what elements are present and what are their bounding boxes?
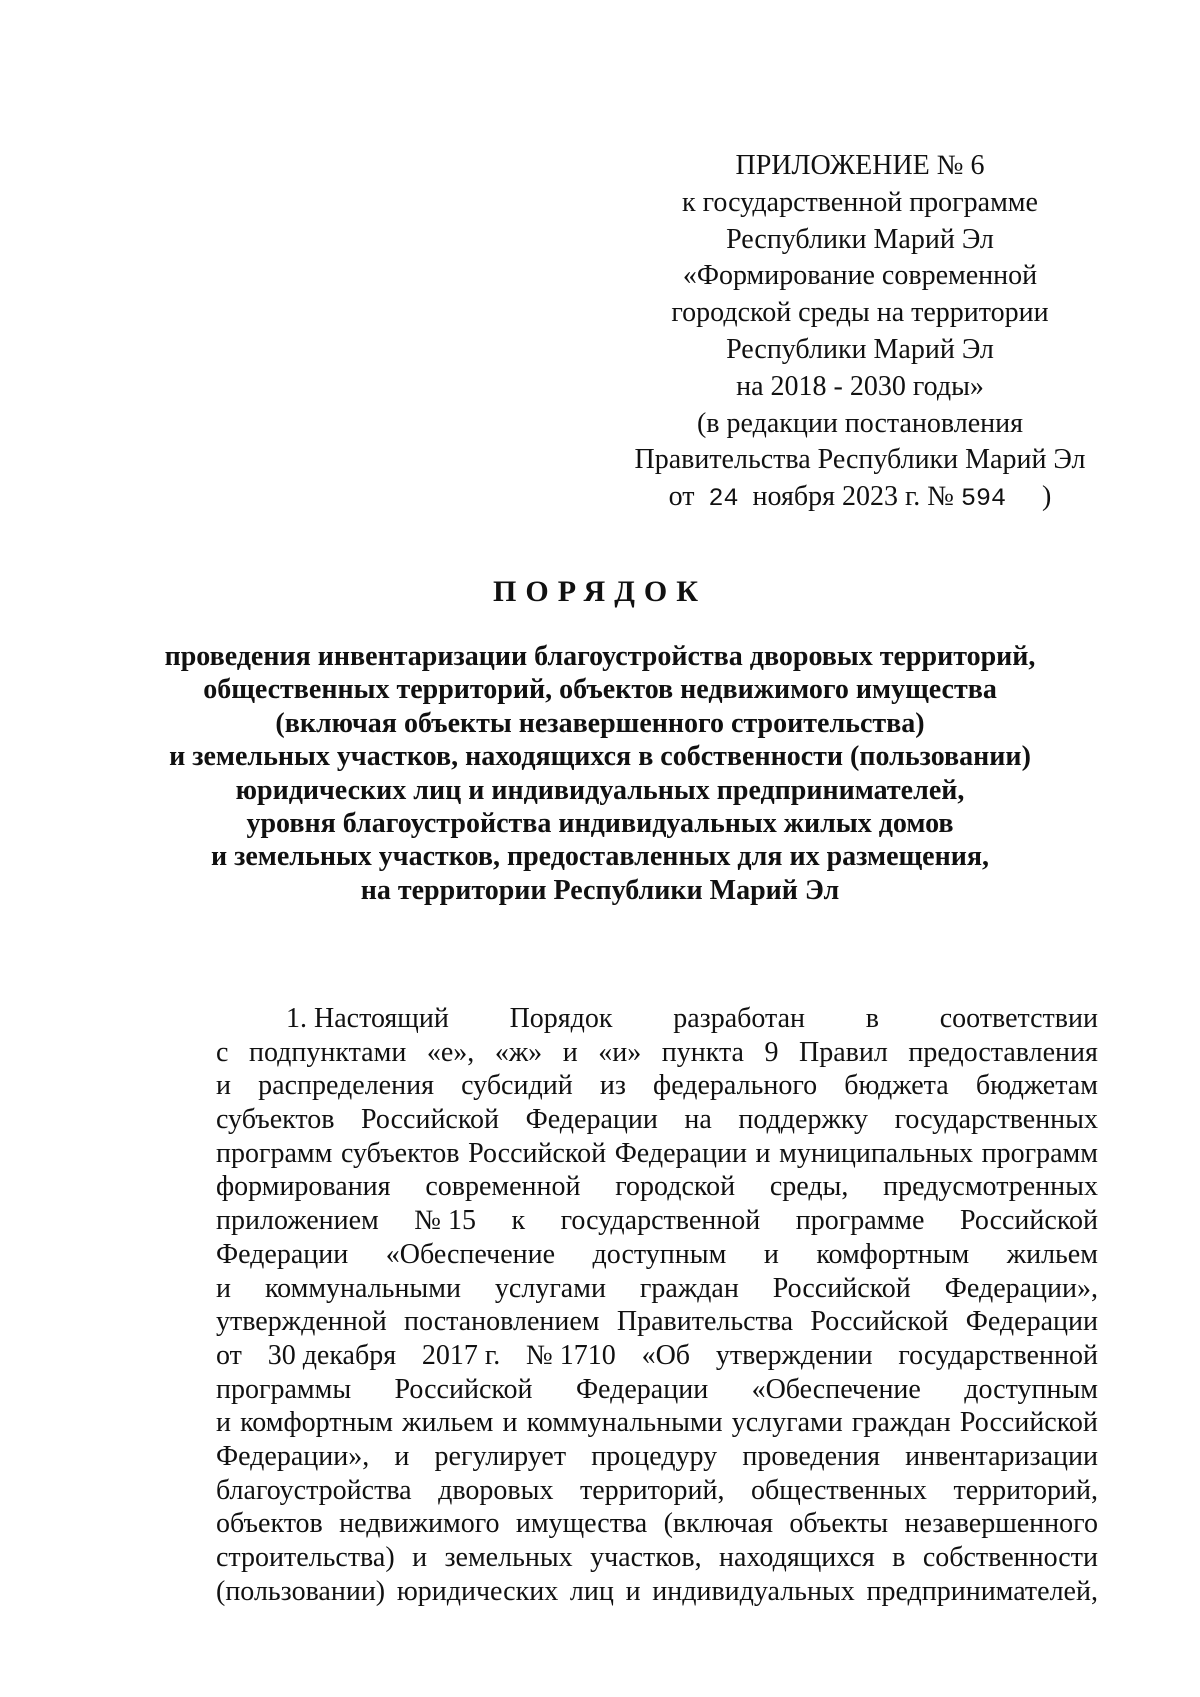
subtitle-line: уровня благоустройства индивидуальных жилых домов [246, 808, 954, 840]
body-word: «ж» [494, 1036, 543, 1068]
body-line [216, 1204, 1098, 1238]
body-word: находящихся [719, 1542, 875, 1573]
subtitle-line: юридических лиц и индивидуальных предпринимателей, [235, 774, 965, 806]
appendix-line: (в редакции постановления [696, 407, 1024, 439]
body-word: предпринимателей, [866, 1575, 1098, 1607]
body-word: объекты [789, 1508, 889, 1540]
body-word: в [892, 1542, 906, 1573]
body-word: незавершенного [904, 1508, 1098, 1540]
body-word: и [625, 1575, 641, 1607]
body-word: жильем [1006, 1238, 1098, 1270]
date-suffix: ) [1042, 481, 1052, 513]
date-number: 594 [961, 484, 1007, 514]
body-word: Российской [959, 1407, 1098, 1439]
body-word: на [684, 1104, 712, 1136]
body-word: доступным [964, 1373, 1098, 1405]
body-word: 1. Настоящий [286, 1003, 449, 1034]
body-word: городской [615, 1171, 736, 1203]
body-word: «Обеспечение [751, 1373, 921, 1405]
body-word: Российской [394, 1373, 533, 1405]
body-line [216, 1373, 1098, 1407]
document-title: ПОРЯДОК [493, 575, 707, 608]
body-word: программы [216, 1373, 352, 1405]
body-word: субъектов [216, 1104, 335, 1136]
body-line [216, 1103, 1098, 1137]
body-word: Российской [810, 1306, 949, 1338]
appendix-title: ПРИЛОЖЕНИЕ № 6 [735, 150, 985, 181]
body-word: от [216, 1339, 242, 1371]
appendix-line: городской среды на территории [671, 297, 1049, 329]
body-line [216, 1170, 1098, 1204]
appendix-line: «Формирование современной [682, 260, 1038, 292]
body-word: программ [981, 1137, 1098, 1169]
body-word: № 15 [414, 1205, 476, 1237]
appendix-line: на 2018 - 2030 годы» [736, 370, 984, 402]
body-word: субъектов [340, 1137, 460, 1169]
body-word: проведения [742, 1440, 880, 1472]
body-word: современной [425, 1171, 581, 1203]
body-word: предоставления [908, 1036, 1098, 1068]
body-word: Российской [772, 1272, 911, 1304]
body-word: Федерации [216, 1238, 349, 1270]
body-word: граждан [639, 1272, 739, 1304]
body-word: Федерации», [944, 1272, 1098, 1304]
body-word: услугами [731, 1407, 843, 1439]
body-word: процедуру [591, 1440, 718, 1472]
body-line [216, 1406, 1098, 1440]
body-word: Российской [468, 1137, 607, 1169]
body-word: государственных [894, 1104, 1098, 1136]
body-word: формирования [216, 1171, 391, 1203]
body-word: программе [795, 1205, 925, 1237]
body-word: поддержку [738, 1104, 869, 1136]
body-word: муниципальных [779, 1137, 974, 1169]
body-word: распределения [258, 1070, 434, 1102]
body-word: и [562, 1036, 578, 1068]
date-month-year: ноября 2023 г. № [752, 481, 955, 513]
body-word: разработан [673, 1003, 806, 1034]
subtitle-line: общественных территорий, объектов недвижимого имущества [203, 674, 997, 706]
body-word: лиц [569, 1575, 614, 1607]
body-word: Федерации [575, 1373, 709, 1405]
body-word: предусмотренных [883, 1171, 1098, 1203]
body-word: постановлением [404, 1306, 600, 1338]
body-line [216, 1339, 1098, 1373]
body-word: 2017 г. [421, 1339, 501, 1371]
body-word: территорий, [580, 1474, 725, 1506]
body-word: доступным [592, 1238, 727, 1270]
body-word: услугами [494, 1272, 606, 1304]
body-word: государственной [560, 1205, 761, 1237]
body-word: субсидий [461, 1070, 573, 1102]
body-word: собственности [922, 1542, 1098, 1573]
appendix-line: Республики Марий Эл [726, 333, 994, 365]
body-word: и [502, 1407, 518, 1439]
body-word: граждан [851, 1407, 951, 1439]
body-word: строительства) [216, 1542, 395, 1573]
date-prefix: от [668, 481, 695, 513]
body-word: «е», [426, 1036, 475, 1068]
body-line [216, 1137, 1098, 1171]
subtitle-line: на территории Республики Марий Эл [360, 874, 840, 906]
body-word: комфортным [240, 1407, 394, 1439]
body-word: территорий, [953, 1474, 1098, 1506]
body-word: благоустройства [216, 1474, 412, 1506]
body-word: и [755, 1137, 771, 1169]
body-word: Федерации [525, 1104, 658, 1136]
body-word: «и» [598, 1036, 642, 1068]
body-line [216, 1474, 1098, 1508]
body-line [216, 1238, 1098, 1272]
subtitle-line: проведения инвентаризации благоустройства дворовых территорий, [164, 641, 1036, 672]
body-word: подпунктами [248, 1036, 407, 1068]
body-word: Федерации [614, 1137, 747, 1169]
body-word: из [599, 1070, 626, 1102]
body-word: объектов [216, 1508, 323, 1540]
date-day: 24 [708, 484, 739, 514]
body-word: коммунальными [264, 1272, 461, 1304]
body-word: федерального [653, 1070, 818, 1102]
body-word: в [865, 1003, 880, 1034]
document-subtitle [150, 640, 1050, 907]
body-word: утверждении [715, 1339, 873, 1371]
appendix-line: Правительства Республики Марий Эл [634, 444, 1086, 476]
body-word: и [412, 1542, 428, 1573]
body-word: участков, [590, 1542, 702, 1573]
body-word: «Обеспечение [385, 1238, 556, 1270]
body-line [216, 1002, 1098, 1036]
body-word: приложением [216, 1205, 379, 1237]
body-word: «Об [641, 1339, 691, 1371]
body-word: с [216, 1036, 229, 1068]
body-word: общественных [751, 1474, 927, 1506]
body-line [216, 1305, 1098, 1339]
subtitle-line: и земельных участков, предоставленных для их размещения, [210, 841, 989, 873]
body-word: регулирует [434, 1440, 567, 1472]
appendix-line: Республики Марий Эл [726, 223, 994, 255]
body-word: дворовых [438, 1474, 554, 1506]
body-line [216, 1575, 1098, 1609]
body-word: Российской [960, 1205, 1098, 1237]
body-word: программ [216, 1137, 333, 1169]
appendix-header [620, 148, 1100, 518]
body-word: (включая [663, 1508, 773, 1540]
body-word: инвентаризации [905, 1440, 1098, 1472]
body-word: (пользовании) [216, 1575, 386, 1607]
body-word: среды, [769, 1171, 849, 1203]
body-word: имущества [515, 1508, 648, 1540]
body-word: и [216, 1070, 231, 1102]
body-word: жильем [402, 1407, 494, 1439]
body-word: бюджетам [975, 1070, 1098, 1102]
body-word: Российской [361, 1104, 500, 1136]
body-line [216, 1541, 1098, 1575]
body-line [216, 1036, 1098, 1070]
body-word: утвержденной [216, 1306, 387, 1338]
body-word: и [394, 1440, 410, 1472]
body-word: № 1710 [526, 1339, 616, 1371]
body-paragraph [216, 1002, 1098, 1608]
body-word: недвижимого [339, 1508, 500, 1540]
body-word: Федерации [965, 1306, 1098, 1338]
body-word: Порядок [509, 1003, 613, 1034]
body-word: юридических [396, 1575, 559, 1607]
body-word: и [216, 1407, 231, 1439]
body-word: коммунальными [526, 1407, 723, 1439]
body-line [216, 1069, 1098, 1103]
body-word: 30 декабря [267, 1339, 397, 1371]
body-line [216, 1440, 1098, 1474]
body-word: Федерации», [216, 1440, 370, 1472]
body-word: пункта [661, 1036, 744, 1068]
body-word: соответствии [939, 1003, 1098, 1034]
body-word: государственной [898, 1339, 1098, 1371]
body-word: индивидуальных [652, 1575, 855, 1607]
body-word: бюджета [844, 1070, 949, 1102]
body-word: земельных [444, 1542, 573, 1573]
body-word: 9 [764, 1036, 779, 1068]
body-word: и [216, 1272, 231, 1304]
body-word: Правил [799, 1036, 888, 1068]
body-word: Правительства [616, 1306, 794, 1338]
subtitle-line: и земельных участков, находящихся в собственности (пользовании) [169, 741, 1031, 773]
appendix-date-line [620, 479, 1100, 518]
body-line [216, 1507, 1098, 1541]
appendix-line: к государственной программе [682, 186, 1038, 218]
body-word: и [763, 1238, 779, 1270]
subtitle-line: (включая объекты незавершенного строительства) [275, 707, 925, 739]
body-line [216, 1272, 1098, 1306]
body-word: комфортным [816, 1238, 970, 1270]
body-word: к [511, 1205, 526, 1237]
